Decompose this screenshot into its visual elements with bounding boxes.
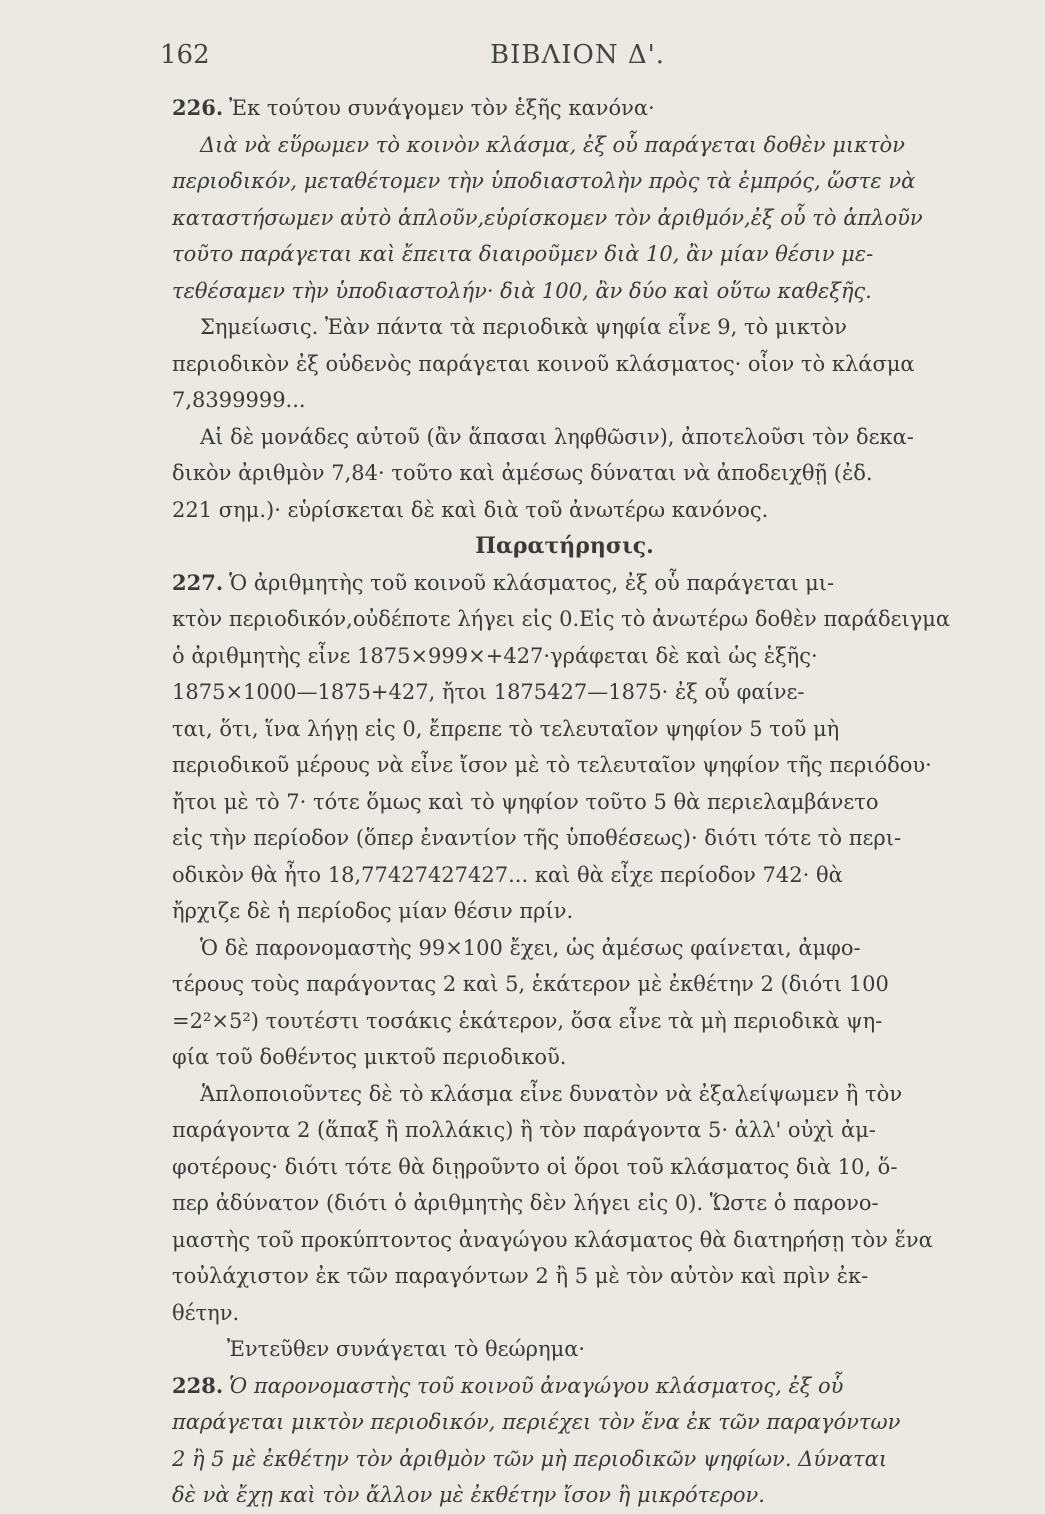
numbered-paragraph-line: 226. Ἐκ τούτου συνάγομεν τὸν ἑξῆς κανόνα· <box>172 95 655 120</box>
text-line: τεθέσαμεν τὴν ὑποδιαστολήν· διὰ 100, ἂν δύο καὶ οὕτω καθεξῆς. <box>172 278 872 303</box>
text-line: καταστήσωμεν αὐτὸ ἁπλοῦν,εὑρίσκομεν τὸν ἀριθμόν,ἐξ οὗ τὸ ἁπλοῦν <box>172 205 923 230</box>
text-line: Διὰ νὰ εὕρωμεν τὸ κοινὸν κλάσμα, ἐξ οὗ παράγεται δοθὲν μικτὸν <box>200 132 905 157</box>
text-line: 7,8399999... <box>172 388 306 412</box>
text-line: φοτέρους· διότι τότε θὰ διῃροῦντο οἱ ὅροι τοῦ κλάσματος διὰ 10, ὅ- <box>172 1154 898 1179</box>
text-line: Ὁ δὲ παρονομαστὴς 99×100 ἔχει, ὡς ἀμέσως φαίνεται, ἀμφο- <box>200 935 861 960</box>
text-line: ἤρχιζε δὲ ἡ περίοδος μίαν θέσιν πρίν. <box>172 899 574 923</box>
text-line: δικὸν ἀριθμὸν 7,84· τοῦτο καὶ ἀμέσως δύναται νὰ ἀποδειχθῇ (ἐδ. <box>172 461 873 485</box>
page-number: 162 <box>160 40 210 70</box>
text-line: εἰς τὴν περίοδον (ὅπερ ἐναντίον τῆς ὑποθέσεως)· διότι τότε τὸ περι- <box>172 826 902 850</box>
running-head: ΒΙΒΛΙΟΝ Δ'. <box>490 40 666 70</box>
page-header <box>160 40 680 90</box>
text-line: κτὸν περιοδικόν,οὐδέποτε λήγει εἰς 0.Εἰς τὸ ἀνωτέρω δοθὲν παράδειγμα <box>172 607 951 631</box>
text-line: παράγεται μικτὸν περιοδικόν, περιέχει τὸν ἕνα ἐκ τῶν παραγόντων <box>172 1410 901 1434</box>
text-line: τοὐλάχιστον ἐκ τῶν παραγόντων 2 ἢ 5 μὲ τὸν αὐτὸν καὶ πρὶν ἐκ- <box>172 1264 869 1288</box>
text-line: μαστὴς τοῦ προκύπτοντος ἀναγώγου κλάσματος θὰ διατηρήσῃ τὸν ἕνα <box>172 1227 933 1252</box>
text-line: Αἱ δὲ μονάδες αὐτοῦ (ἂν ἅπασαι ληφθῶσιν), ἀποτελοῦσι τὸν δεκα- <box>200 424 914 449</box>
text-line: Σημείωσις. Ἐὰν πάντα τὰ περιοδικὰ ψηφία εἶνε 9, τὸ μικτὸν <box>200 315 847 339</box>
section-number: 227. <box>172 569 224 595</box>
text-line: 2 ἢ 5 μὲ ἐκθέτην τὸν ἀριθμὸν τῶν μὴ περιοδικῶν ψηφίων. Δύναται <box>172 1446 888 1471</box>
text-line: =2²×5²) τουτέστι τοσάκις ἑκάτερον, ὅσα εἶνε τὰ μὴ περιοδικὰ ψη- <box>172 1008 883 1033</box>
text-line: φία τοῦ δοθέντος μικτοῦ περιοδικοῦ. <box>172 1045 567 1069</box>
text-line: περιοδικόν, μεταθέτομεν τὴν ὑποδιαστολὴν πρὸς τὰ ἐμπρός, ὥστε νὰ <box>172 169 916 193</box>
text-line: περιοδικὸν ἐξ οὐδενὸς παράγεται κοινοῦ κλάσματος· οἷον τὸ κλάσμα <box>172 351 915 376</box>
text-line: 1875×1000—1875+427, ἤτοι 1875427—1875· ἐξ οὗ φαίνε- <box>172 680 805 704</box>
text-line: περ ἀδύνατον (διότι ὁ ἀριθμητὴς δὲν λήγει εἰς 0). Ὥστε ὁ παρονο- <box>172 1191 879 1215</box>
text-line: 221 σημ.)· εὑρίσκεται δὲ καὶ διὰ τοῦ ἀνωτέρω κανόνος. <box>172 497 769 522</box>
body-text <box>172 90 1017 1514</box>
section-heading: Παρατήρησις. <box>475 533 654 559</box>
section-number: 228. <box>172 1372 224 1398</box>
text-line: ται, ὅτι, ἵνα λήγῃ εἰς 0, ἔπρεπε τὸ τελευταῖον ψηφίον 5 τοῦ μὴ <box>172 716 840 741</box>
text-line: Ἁπλοποιοῦντες δὲ τὸ κλάσμα εἶνε δυνατὸν νὰ ἐξαλείψωμεν ἢ τὸν <box>200 1081 903 1106</box>
section-number: 226. <box>172 95 224 120</box>
text-line: περιοδικοῦ μέρους νὰ εἶνε ἴσον μὲ τὸ τελευταῖον ψηφίον τῆς περιόδου· <box>172 753 932 777</box>
text-line: τοῦτο παράγεται καὶ ἔπειτα διαιροῦμεν διὰ 10, ἂν μίαν θέσιν με- <box>172 242 874 266</box>
numbered-paragraph-line: 227. Ὁ ἀριθμητὴς τοῦ κοινοῦ κλάσματος, ἐξ οὗ παράγεται μι- <box>172 569 835 595</box>
text-line: Ἐντεῦθεν συνάγεται τὸ θεώρημα· <box>227 1337 586 1361</box>
numbered-paragraph-line: 228. Ὁ παρονομαστὴς τοῦ κοινοῦ ἀναγώγου κλάσματος, ἐξ οὗ <box>172 1372 844 1398</box>
text-line: τέρους τοὺς παράγοντας 2 καὶ 5, ἑκάτερον μὲ ἐκθέτην 2 (διότι 100 <box>172 972 889 996</box>
text-line: οδικὸν θὰ ἦτο 18,77427427427... καὶ θὰ εἶχε περίοδον 742· θὰ <box>172 862 843 887</box>
text-line: ὁ ἀριθμητὴς εἶνε 1875×999×+427·γράφεται δὲ καὶ ὡς ἑξῆς· <box>172 643 818 668</box>
text-line: δὲ νὰ ἔχῃ καὶ τὸν ἄλλον μὲ ἐκθέτην ἴσον ἢ μικρότερον. <box>172 1483 765 1507</box>
text-line: ἤτοι μὲ τὸ 7· τότε ὅμως καὶ τὸ ψηφίον τοῦτο 5 θὰ περιελαμβάνετο <box>172 789 879 814</box>
text-line: θέτην. <box>172 1300 240 1325</box>
text-line: παράγοντα 2 (ἅπαξ ἢ πολλάκις) ἢ τὸν παράγοντα 5· ἀλλ' οὐχὶ ἀμ- <box>172 1118 876 1142</box>
